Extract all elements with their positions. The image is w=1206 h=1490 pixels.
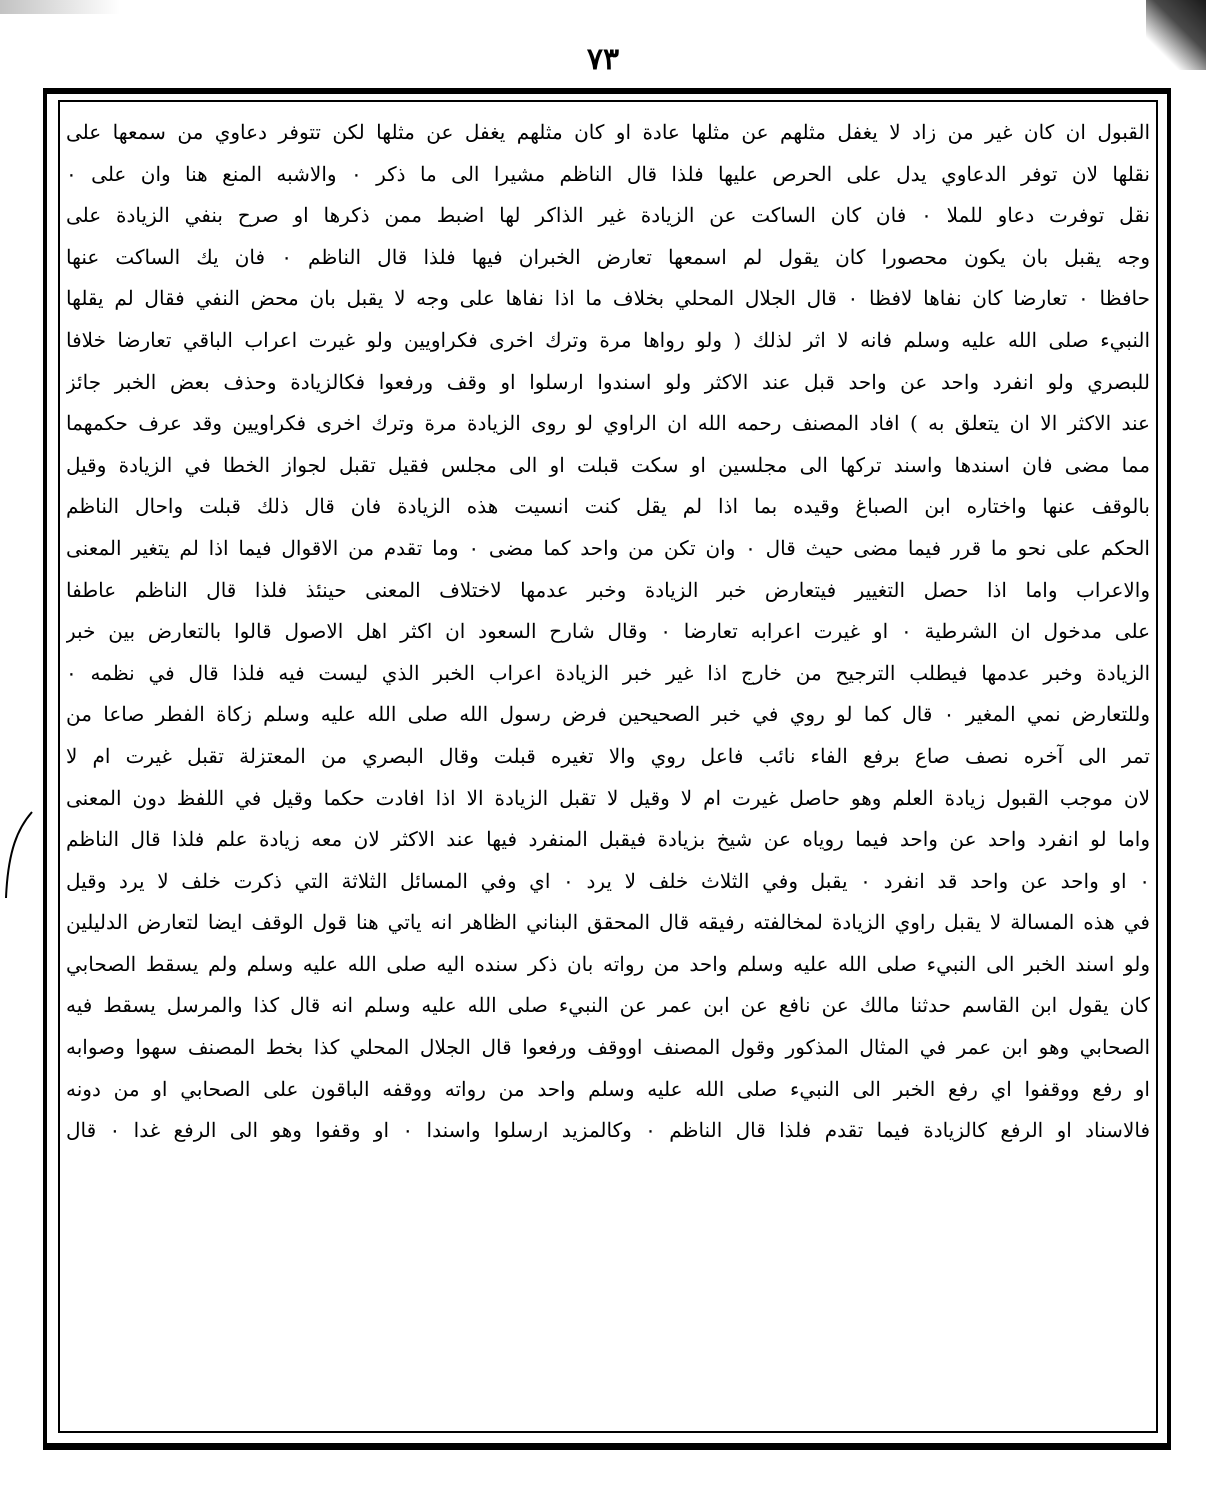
- text-line: الزيادة وخبر عدمها فيطلب الترجيح من خارج اذا غير خبر الزيادة اعراب الخبر الذي ليست فيه فلذا قال في نظمه ٠: [66, 660, 1150, 685]
- margin-bracket-mark: [0, 810, 40, 900]
- arabic-text-body: [66, 112, 1150, 1152]
- text-line: وللتعارض نمي المغير ٠ قال كما لو روي في خبر الصحيحين فرض رسول الله صلى الله عليه وسلم زكاة الفطر صاعا من: [66, 702, 1150, 727]
- text-line: تمر الى آخره نصف صاع برفع الفاء نائب فاعل روي والا تغيره قبلت وقال البصري من المعتزلة تقبل غيرت ام لا: [66, 743, 1150, 768]
- text-line: فالاسناد او الرفع كالزيادة فيما تقدم فلذا قال الناظم ٠ وكالمزيد ارسلوا واسندا ٠ او وقفوا وهو الى الرفع غدا ٠ قال: [66, 1118, 1150, 1143]
- text-line: كان يقول ابن القاسم حدثنا مالك عن نافع عن ابن عمر عن النبيء صلى الله عليه وسلم انه قال كذا والمرسل يسقط فيه: [66, 993, 1150, 1018]
- text-line: وجه يقبل بان يكون محصورا كان يقول لم اسمعها تعارض الخبران فيها فلذا قال الناظم ٠ فان يك الساكت عنها: [66, 244, 1150, 269]
- text-line: عند الاكثر الا ان يتعلق به ) افاد المصنف رحمه الله ان الراوي لو روى الزيادة مرة وترك اخرى فكراويين وقد عرف حكمهما: [66, 411, 1150, 436]
- text-line: الصحابي وهو ابن عمر في المثال المذكور وقول المصنف اووقف ورفعوا قال الجلال المحلي كذا بخط المصنف سهوا وصوابه: [66, 1035, 1150, 1060]
- text-line: والاعراب واما اذا حصل التغيير فيتعارض خبر الزيادة وخبر عدمها لاختلاف المعنى حينئذ فلذا قال الناظم عاطفا: [66, 577, 1150, 602]
- text-line: الحكم على نحو ما قرر فيما مضى حيث قال ٠ وان تكن من واحد كما مضى ٠ وما تقدم من الاقوال فيما اذا لم يتغير المعنى: [66, 535, 1150, 560]
- text-line: نقلها لان توفر الدعاوي يدل على الحرص عليها فلذا قال الناظم مشيرا الى ما ذكر ٠ والاشبه المنع هنا وان على ٠: [66, 161, 1150, 186]
- text-line: على مدخول ان الشرطية ٠ او غيرت اعرابه تعارضا ٠ وقال شارح السعود ان اكثر اهل الاصول قالوا بالتعارض بين خبر: [66, 619, 1150, 644]
- text-line: النبيء صلى الله عليه وسلم فانه لا اثر لذلك ( ولو رواها مرة وترك اخرى فكراويين ولو غيرت اعراب الباقي تعارضا خلافا: [66, 327, 1150, 352]
- text-line: مما مضى فان اسندها واسند تركها الى مجلسين او سكت قبلت او الى مجلس فقيل تقبل لجواز الخطا في الزيادة وقيل: [66, 452, 1150, 477]
- text-line: ولو اسند الخبر الى النبيء صلى الله عليه وسلم واحد من رواته بان ذكر سنده اليه صلى الله عليه وسلم ولم يسقط الصحابي: [66, 951, 1150, 976]
- text-line: او رفع ووقفوا اي رفع الخبر الى النبيء صلى الله عليه وسلم واحد من رواته ووقفه الباقون على الصحابي او من دونه: [66, 1076, 1150, 1101]
- text-line: واما لو انفرد واحد عن واحد فيما روياه عن شيخ بزيادة فيقبل المنفرد فيها عند الاكثر لان معه زيادة علم فلذا قال الناظم: [66, 827, 1150, 852]
- text-line: للبصري ولو انفرد واحد عن واحد قبل عند الاكثر ولو اسندوا ارسلوا او وقف ورفعوا فكالزيادة وحذف بعض الخبر جائز: [66, 369, 1150, 394]
- page-number: ٧٣: [586, 42, 620, 77]
- text-line: في هذه المسالة لا يقبل راوي الزيادة لمخالفته رفيقه قال المحقق البناني الظاهر انه ياتي هنا قول الوقف ايضا لتعارض الدليلين: [66, 910, 1150, 935]
- text-line: ٠ او واحد عن واحد قد انفرد ٠ يقبل وفي الثلاث خلف لا يرد ٠ اي وفي المسائل الثلاثة التي ذكرت خلف لا يرد وقيل: [66, 868, 1150, 893]
- text-line: نقل توفرت دعاو للملا ٠ فان كان الساكت عن الزيادة غير الذاكر لها اضبط ممن ذكرها او صرح بنفي الزيادة على: [66, 203, 1150, 228]
- scan-edge-smudge: [0, 0, 120, 14]
- text-line: حافظا ٠ تعارضا كان نفاها لافظا ٠ قال الجلال المحلي بخلاف ما اذا نفاها على وجه لا يقبل بان محض النفي فقال لم يقلها: [66, 286, 1150, 311]
- text-line: القبول ان كان غير من زاد لا يغفل مثلهم عن مثلها عادة او كان مثلهم يغفل عن مثلها لكن تتوفر دعاوي من سمعها على: [66, 120, 1150, 144]
- text-line: لان موجب القبول زيادة العلم وهو حاصل غيرت ام لا وقيل لا تقبل الزيادة الا اذا افادت حكما وقيل في اللفظ دون المعنى: [66, 785, 1150, 810]
- text-line: بالوقف عنها واختاره ابن الصباغ وقيده بما اذا لم يقل كنت انسيت هذه الزيادة فان قال ذلك قبلت واحال الناظم: [66, 494, 1150, 519]
